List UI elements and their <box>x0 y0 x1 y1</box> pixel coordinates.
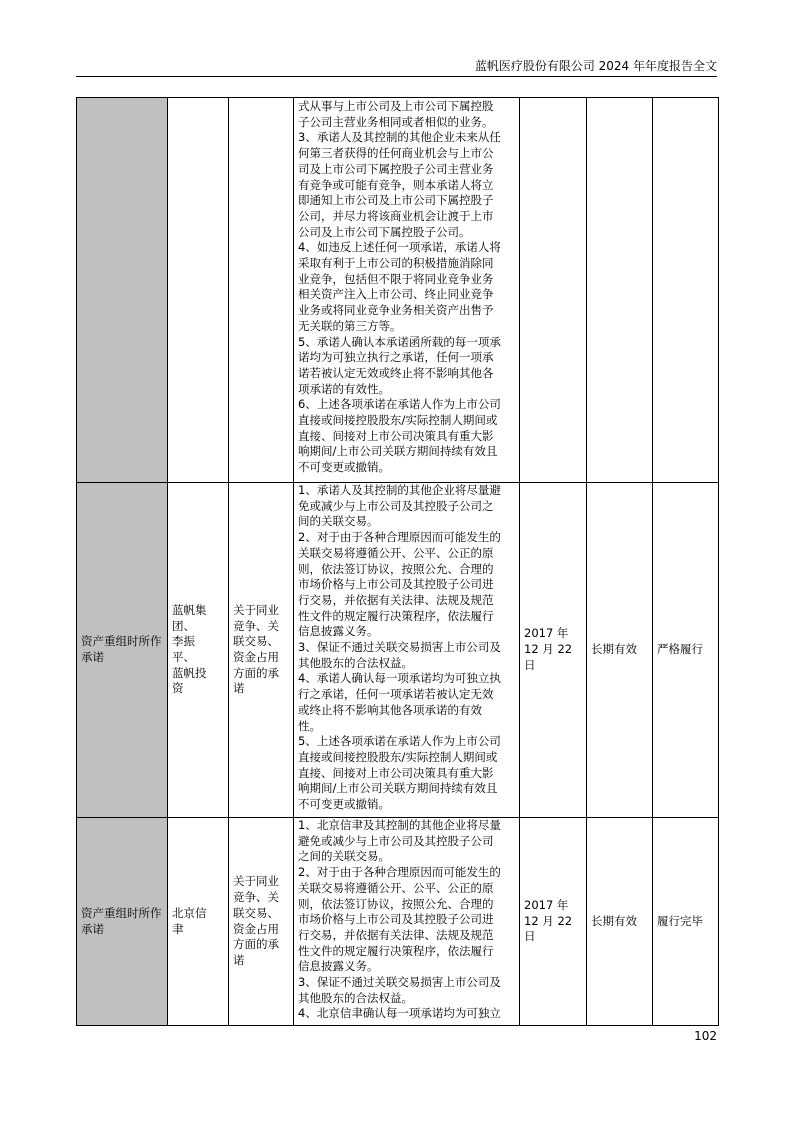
commitment-category-cell <box>229 818 294 1026</box>
content-line: 行交易，并依据有关法律、法规及规范 <box>298 592 494 607</box>
content-line: 诺若被认定无效或终止将不影响其他各 <box>298 365 494 380</box>
content-line: 响期间/上市公司关联方期间持续有效且 <box>298 781 498 796</box>
content-line: 性文件的规定履行决策程序，依法履行 <box>298 943 494 958</box>
table-row <box>77 98 719 483</box>
commitment-party-cell <box>168 818 229 1026</box>
content-line: 避免或减少与上市公司及其控股子公司 <box>298 833 494 848</box>
content-line: 市场价格与上市公司及其控股子公司进 <box>298 912 494 927</box>
commitment-date-cell <box>520 98 587 483</box>
content-line: 间的关联交易。 <box>298 514 379 529</box>
content-line: 1、承诺人及其控制的其他企业将尽量避 <box>298 483 501 497</box>
category-line: 诺 <box>233 952 245 967</box>
content-line: 关联交易将遵循公开、公平、公正的原 <box>298 880 494 895</box>
category-line: 竞争、关 <box>233 890 279 905</box>
commitment-status: 严格履行 <box>657 642 703 657</box>
content-line: 6、上述各项承诺在承诺人作为上市公司 <box>298 397 501 412</box>
content-line: 关联交易将遵循公开、公平、公正的原 <box>298 545 494 560</box>
content-line: 不可变更或撤销。 <box>298 797 390 812</box>
content-line: 4、承诺人确认每一项承诺均为可独立执 <box>298 671 501 686</box>
content-line: 信息披露义务。 <box>298 959 379 974</box>
category-line: 关于同业 <box>233 602 279 617</box>
category-line: 联交易、 <box>233 905 279 920</box>
commitment-status-cell <box>653 818 719 1026</box>
category-line: 联交易、 <box>233 634 279 649</box>
content-line: 4、如违反上述任何一项承诺，承诺人将 <box>298 240 501 255</box>
content-line: 直接或间接控股股东/实际控制人期间或 <box>298 413 498 428</box>
commitment-date-cell <box>520 818 587 1026</box>
commitment-date-cell <box>520 483 587 818</box>
content-line: 2、对于由于各种合理原因而可能发生的 <box>298 530 501 545</box>
category-line: 资金占用 <box>233 921 279 936</box>
commitment-content-cell <box>294 98 520 483</box>
content-line: 直接、间接对上市公司决策具有重大影 <box>298 765 494 780</box>
content-line: 2、对于由于各种合理原因而可能发生的 <box>298 865 501 880</box>
content-line: 有竞争或可能有竞争，则本承诺人将立 <box>298 177 494 192</box>
content-line: 信息披露义务。 <box>298 624 379 639</box>
party-line: 李振 <box>172 634 195 649</box>
content-line: 子公司主营业务相同或者相似的业务。 <box>298 114 494 129</box>
commitment-category-cell <box>229 98 294 483</box>
date-line: 12 月 22 <box>524 642 573 657</box>
commitment-content-cell <box>294 483 520 818</box>
content-line: 业竞争，包括但不限于将同业竞争业务 <box>298 271 494 286</box>
commitment-party-cell <box>168 98 229 483</box>
category-line: 方面的承 <box>233 937 279 952</box>
party-line: 平、 <box>172 650 195 664</box>
date-line: 2017 年 <box>524 626 569 641</box>
party-line: 蓝帆投 <box>172 665 207 680</box>
page-number: 102 <box>694 1029 717 1043</box>
content-line: 无关联的第三方等。 <box>298 318 402 333</box>
content-line: 即通知上市公司及上市公司下属控股子 <box>298 193 494 208</box>
commitments-table <box>76 97 719 1026</box>
table-row <box>77 483 719 818</box>
content-line: 诺均为可独立执行之承诺，任何一项承 <box>298 350 494 365</box>
content-line: 或终止将不影响其他各项承诺的有效 <box>298 702 482 717</box>
commitment-party-cell <box>168 483 229 818</box>
commitment-status-cell <box>653 98 719 483</box>
commitment-status-cell <box>653 483 719 818</box>
content-line: 公司及上市公司下属控股子公司。 <box>298 224 471 239</box>
commitment-status: 履行完毕 <box>657 913 703 928</box>
commitment-type-cell <box>77 483 168 818</box>
category-line: 竞争、关 <box>233 618 279 633</box>
content-line: 4、北京信聿确认每一项承诺均为可独立 <box>298 1006 501 1021</box>
content-line: 式从事与上市公司及上市公司下属控股 <box>298 99 494 113</box>
commitment-term: 长期有效 <box>591 913 637 928</box>
date-line: 日 <box>524 657 536 672</box>
commitment-content-cell <box>294 818 520 1026</box>
content-line: 其他股东的合法权益。 <box>298 990 413 1005</box>
content-line: 采取有利于上市公司的积极措施消除同 <box>298 256 494 271</box>
content-line: 免或减少与上市公司及其控股子公司之 <box>298 498 494 513</box>
content-line: 相关资产注入上市公司、终止同业竞争 <box>298 287 494 302</box>
category-line: 方面的承 <box>233 665 279 680</box>
commitment-type: 资产重组时所作承诺 <box>81 905 162 936</box>
commitment-category-cell <box>229 483 294 818</box>
content-line: 业务或将同业竞争业务相关资产出售予 <box>298 303 494 318</box>
content-line: 之间的关联交易。 <box>298 849 390 864</box>
commitment-term-cell <box>587 98 653 483</box>
content-line: 3、保证不通过关联交易损害上市公司及 <box>298 975 501 990</box>
commitment-type-cell <box>77 98 168 483</box>
category-line: 诺 <box>233 681 245 696</box>
content-line: 行之承诺，任何一项承诺若被认定无效 <box>298 687 494 702</box>
content-line: 响期间/上市公司关联方期间持续有效且 <box>298 444 498 459</box>
table-row <box>77 818 719 1026</box>
content-line: 则，依法签订协议，按照公允、合理的 <box>298 896 494 911</box>
content-line: 性文件的规定履行决策程序，依法履行 <box>298 608 494 623</box>
content-line: 直接或间接控股股东/实际控制人期间或 <box>298 749 498 764</box>
content-line: 3、承诺人及其控制的其他企业未来从任 <box>298 130 501 145</box>
content-line: 司及上市公司下属控股子公司主营业务 <box>298 161 494 176</box>
party-line: 聿 <box>172 921 184 936</box>
content-line: 项承诺的有效性。 <box>298 381 390 396</box>
content-line: 则，依法签订协议，按照公允、合理的 <box>298 561 494 576</box>
commitment-term: 长期有效 <box>591 642 637 657</box>
category-line: 资金占用 <box>233 650 279 664</box>
date-line: 2017 年 <box>524 897 569 912</box>
commitment-term-cell <box>587 483 653 818</box>
content-line: 市场价格与上市公司及其控股子公司进 <box>298 577 494 592</box>
content-line: 公司，并尽力将该商业机会让渡于上市 <box>298 208 494 223</box>
content-line: 1、北京信聿及其控制的其他企业将尽量 <box>298 818 501 832</box>
party-line: 团、 <box>172 618 195 633</box>
category-line: 关于同业 <box>233 874 279 889</box>
header-divider <box>76 76 717 77</box>
date-line: 日 <box>524 929 536 944</box>
content-line: 3、保证不通过关联交易损害上市公司及 <box>298 640 501 655</box>
content-line: 5、上述各项承诺在承诺人作为上市公司 <box>298 734 501 749</box>
party-line: 资 <box>172 681 184 696</box>
content-line: 行交易，并依据有关法律、法规及规范 <box>298 927 494 942</box>
commitment-term-cell <box>587 818 653 1026</box>
party-line: 蓝帆集 <box>172 602 207 617</box>
party-line: 北京信 <box>172 905 207 920</box>
content-line: 何第三者获得的任何商业机会与上市公 <box>298 146 494 161</box>
content-line: 直接、间接对上市公司决策具有重大影 <box>298 428 494 443</box>
commitment-type: 资产重组时所作承诺 <box>81 634 162 664</box>
content-line: 5、承诺人确认本承诺函所载的每一项承 <box>298 334 501 349</box>
report-header-title: 蓝帆医疗股份有限公司 2024 年年度报告全文 <box>474 59 717 73</box>
date-line: 12 月 22 <box>524 913 573 928</box>
content-line: 其他股东的合法权益。 <box>298 655 413 670</box>
content-line: 性。 <box>298 718 321 733</box>
commitment-type-cell <box>77 818 168 1026</box>
content-line: 不可变更或撤销。 <box>298 460 390 475</box>
